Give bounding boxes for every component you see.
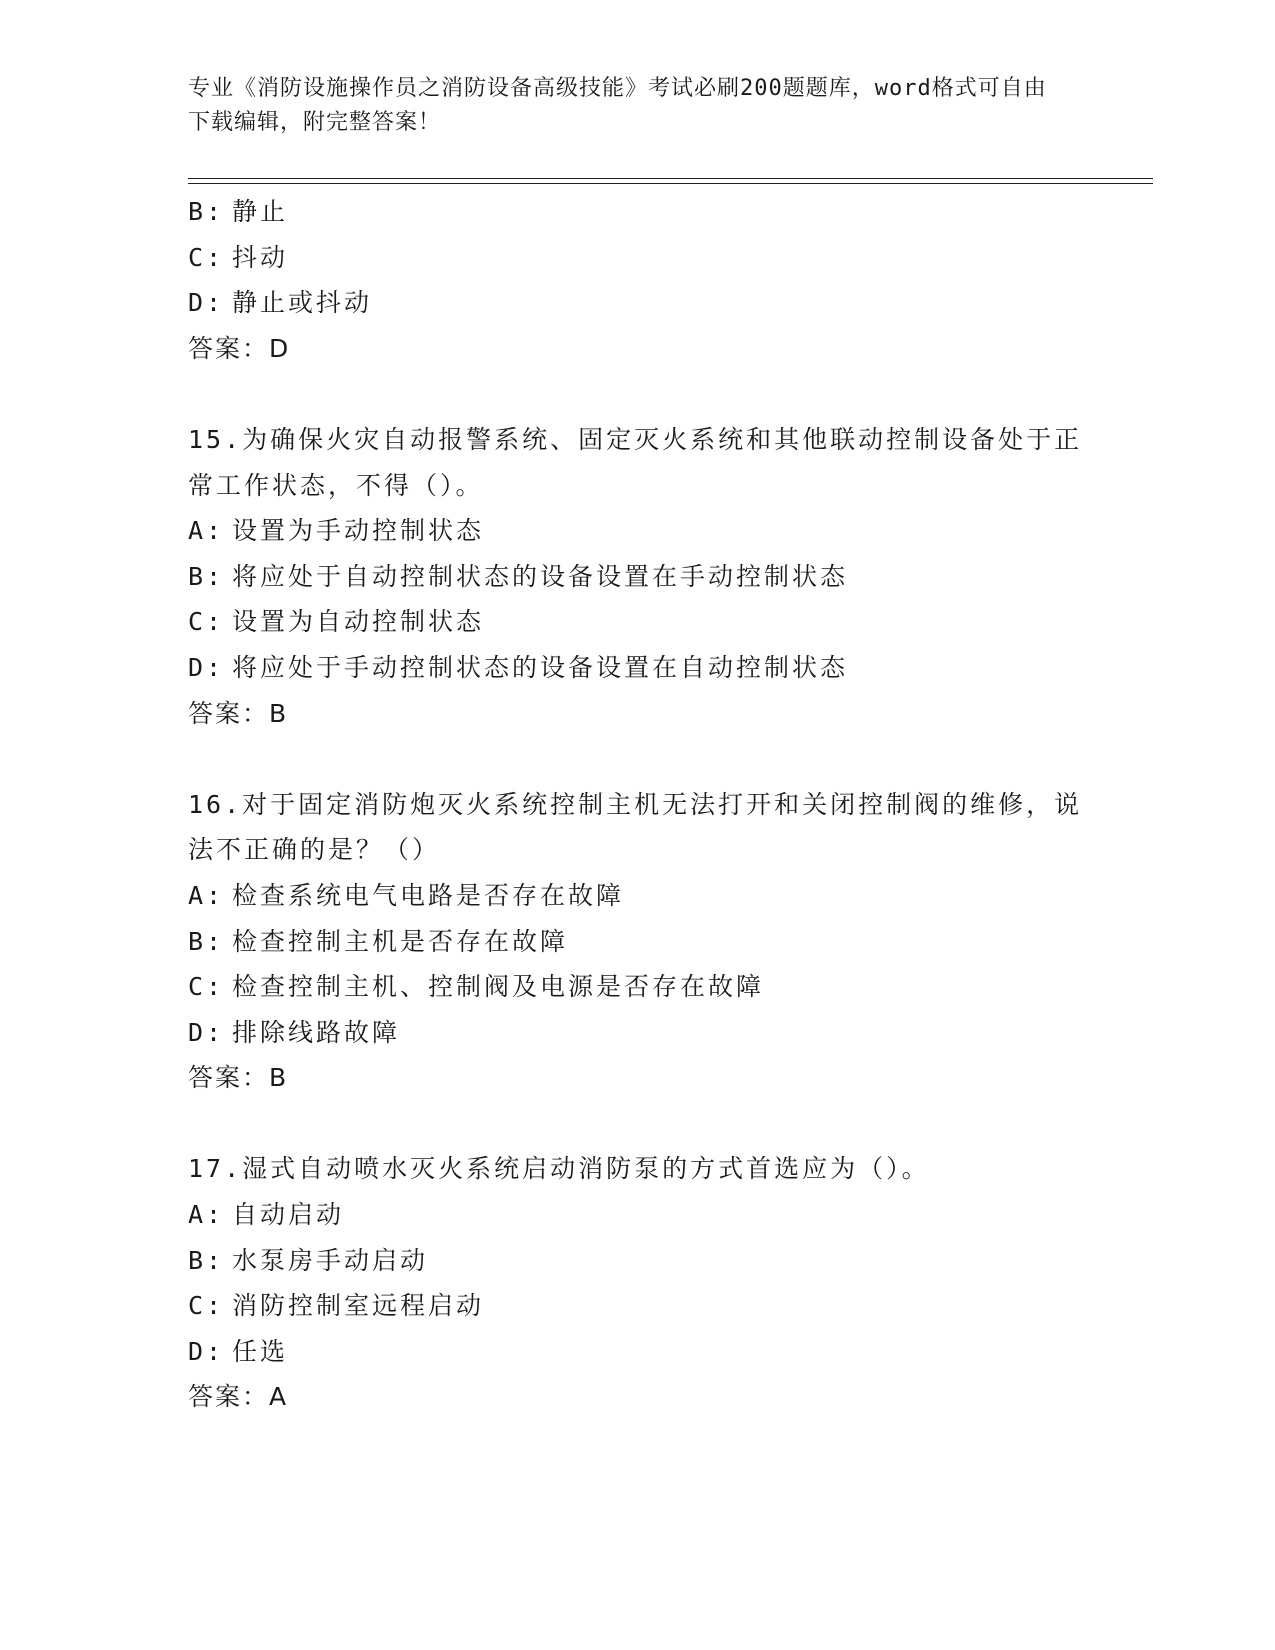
header-divider-top xyxy=(188,178,1153,179)
question-text: 15.为确保火灾自动报警系统、固定灭火系统和其他联动控制设备处于正常工作状态，不得（）。 xyxy=(188,424,1083,500)
document-header: 专业《消防设施操作员之消防设备高级技能》考试必刷200题题库，word格式可自由下载编辑，附完整答案！ xyxy=(188,76,1047,135)
answer-line: 答案：B xyxy=(188,698,289,728)
option-a: A: 设置为手动控制状态 xyxy=(188,516,485,546)
question-15 xyxy=(188,417,1088,736)
option-c: C: 抖动 xyxy=(188,242,289,272)
answer-line: 答案：A xyxy=(188,1382,289,1412)
option-b: B: 静止 xyxy=(188,197,289,226)
answer-line: 答案：D xyxy=(188,333,291,363)
question-text: 17.湿式自动喷水灭火系统启动消防泵的方式首选应为（）。 xyxy=(188,1154,930,1184)
option-b: B: 检查控制主机是否存在故障 xyxy=(188,926,569,956)
option-d: D: 排除线路故障 xyxy=(188,1017,401,1047)
question-text: 16.对于固定消防炮灭火系统控制主机无法打开和关闭控制阀的维修，说法不正确的是？（） xyxy=(188,789,1083,865)
answer-line: 答案：B xyxy=(188,1063,289,1093)
prev-question-block xyxy=(188,189,1088,371)
option-b: B: 水泵房手动启动 xyxy=(188,1245,429,1275)
option-d: D: 将应处于手动控制状态的设备设置在自动控制状态 xyxy=(188,652,849,682)
option-c: C: 设置为自动控制状态 xyxy=(188,607,485,637)
option-a: A: 自动启动 xyxy=(188,1200,345,1230)
question-17 xyxy=(188,1146,1088,1420)
question-16 xyxy=(188,782,1088,1101)
option-a: A: 检查系统电气电路是否存在故障 xyxy=(188,880,625,910)
option-d: D: 任选 xyxy=(188,1336,289,1366)
question-list xyxy=(188,189,1088,1420)
option-c: C: 检查控制主机、控制阀及电源是否存在故障 xyxy=(188,972,765,1002)
option-d: D: 静止或抖动 xyxy=(188,288,373,318)
header-divider-bottom xyxy=(188,183,1153,184)
option-b: B: 将应处于自动控制状态的设备设置在手动控制状态 xyxy=(188,561,849,591)
option-c: C: 消防控制室远程启动 xyxy=(188,1291,485,1321)
